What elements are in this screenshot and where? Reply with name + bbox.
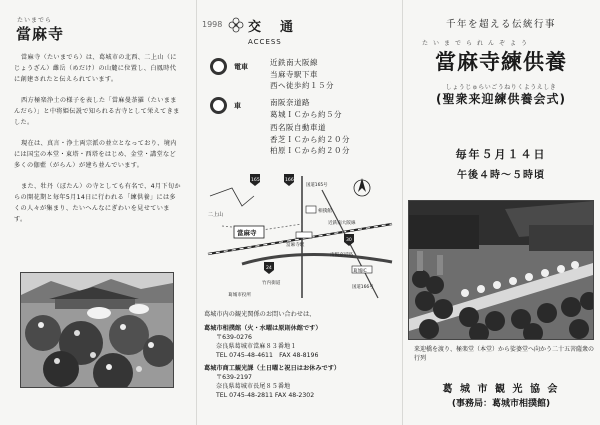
- train-mode-label: 電車: [234, 63, 248, 71]
- contact2-address: 奈良県葛城市長尾８５番地: [216, 383, 291, 390]
- svg-text:24: 24: [266, 266, 272, 271]
- event-title: 當麻寺練供養: [435, 50, 567, 74]
- map-label-sumo-hall: 相撲館: [318, 209, 332, 214]
- access-map: [202, 166, 398, 304]
- photo-caption: 来迎橋を渡り、極楽堂（本堂）から娑婆堂へ向かう二十五菩薩衆の行列: [414, 346, 595, 362]
- train-line-2: 当麻寺駅下車: [270, 69, 318, 79]
- event-title-ruby: たいまでられんぞよう: [422, 40, 533, 47]
- contact-intro: 葛城市内の観光関係のお問い合わせは、: [204, 311, 316, 318]
- car-line-5: 柏原ＩＣから約２０分: [270, 146, 350, 155]
- map-label-railway: 近鉄南大阪線: [328, 221, 356, 226]
- contact2-zip: 〒639-2197: [216, 374, 252, 381]
- car-badge-icon: [210, 97, 227, 114]
- organizer-name: 葛 城 市 観 光 協 会: [442, 384, 560, 395]
- contact1-address: 奈良県葛城市當麻８３番地１: [216, 343, 297, 350]
- car-mode-label: 車: [234, 102, 241, 110]
- event-subtitle-ruby: しょうじゅらいごうねりくようえしき: [445, 84, 557, 91]
- contact1-zip: 〒639-0276: [216, 334, 252, 341]
- tagline: 千年を超える伝統行事: [445, 19, 556, 30]
- car-line-1: 南阪奈道路: [270, 98, 310, 107]
- svg-text:30: 30: [346, 238, 352, 243]
- car-route: [270, 97, 350, 157]
- sumo-hall-marker: [306, 206, 316, 213]
- handwritten-note: 1998: [202, 20, 223, 29]
- temple-title: 當麻寺: [16, 25, 65, 43]
- title-ruby: たいまでら: [17, 17, 53, 24]
- paragraph-3: 現在は、真言・浄土両宗派の並立となっており、境内には国宝の本堂・東塔・西塔をはじめ、金堂・講堂など多くの伽藍（がらん）が建ち並んでいます。: [14, 140, 177, 169]
- train-route: [270, 57, 334, 92]
- right-panel: [402, 0, 600, 425]
- event-time: 午後４時～５時頃: [457, 170, 545, 181]
- map-label-station: 當麻寺駅: [286, 243, 305, 248]
- map-label-mountain: 二上山: [208, 212, 224, 218]
- contact1-name: 葛城市相撲館（火・水曜は原則休館です）: [204, 325, 322, 332]
- contact2-name: 葛城市商工観光課（土日曜と祝日はお休みです）: [204, 365, 341, 372]
- map-label-takenouchi: 竹内街道: [262, 281, 281, 286]
- car-line-4: 香芝ＩＣから約２０分: [270, 134, 350, 144]
- car-line-3: 西名阪自動車道: [270, 123, 326, 132]
- map-label-route165: 国道165号: [306, 183, 328, 188]
- map-label-ic: 葛城IC: [353, 269, 367, 274]
- event-date: 毎年５月１４日: [455, 148, 547, 161]
- flower-icon: [228, 17, 244, 33]
- middle-panel: [196, 0, 402, 425]
- contact1-tel: TEL 0745-48-4611 FAX 48-8196: [216, 352, 319, 359]
- paragraph-1: 當麻寺（たいまでら）は、葛城市の北西、二上山（にじょうざん）雌岳（めだけ）の山麓に位置し、白鳳時代に創建されたと伝えられています。: [14, 54, 177, 83]
- svg-text:165: 165: [251, 178, 260, 183]
- map-label-route166: 国道166号: [352, 285, 374, 290]
- station-marker: [296, 232, 312, 238]
- paragraph-4: また、牡丹（ぼたん）の寺としても有名で、4月下旬からの開花期と毎年5月14日に行われる「練供養」には多くの人々が集まり、たいへんなにぎわいを見せています。: [14, 183, 181, 223]
- map-label-city-hall: 葛城市役所: [228, 293, 251, 298]
- map-label-expressway: 南阪奈道路: [330, 253, 353, 258]
- train-line-1: 近鉄南大阪線: [270, 58, 318, 67]
- temple-description: [14, 52, 182, 235]
- access-title: 交 通: [248, 20, 297, 35]
- procession-photo: [408, 200, 594, 340]
- car-line-2: 葛城ＩＣから約５分: [270, 109, 342, 119]
- train-line-3: 西へ徒歩約１５分: [270, 81, 334, 90]
- procession-photo-image: [409, 201, 593, 339]
- train-badge-icon: [210, 58, 227, 75]
- contact-info: [204, 310, 400, 400]
- contact2-tel: TEL 0745-48-2811 FAX 48-2302: [216, 392, 315, 399]
- event-subtitle: (聖衆来迎練供養会式): [436, 92, 566, 106]
- map-label-temple: 當麻寺: [237, 229, 257, 237]
- garden-photo-image: [21, 273, 173, 387]
- left-panel: [0, 0, 196, 425]
- organizer-office: (事務局：葛城市相撲館): [451, 399, 551, 409]
- access-subtitle: ACCESS: [248, 38, 282, 46]
- temple-garden-photo: [20, 272, 174, 388]
- svg-text:166: 166: [285, 178, 294, 183]
- paragraph-2: 西方極楽浄土の様子を表した「當麻曼荼羅（たいままんだら）」と中将姫伝説で知られる古寺として栄えてきました。: [14, 97, 180, 126]
